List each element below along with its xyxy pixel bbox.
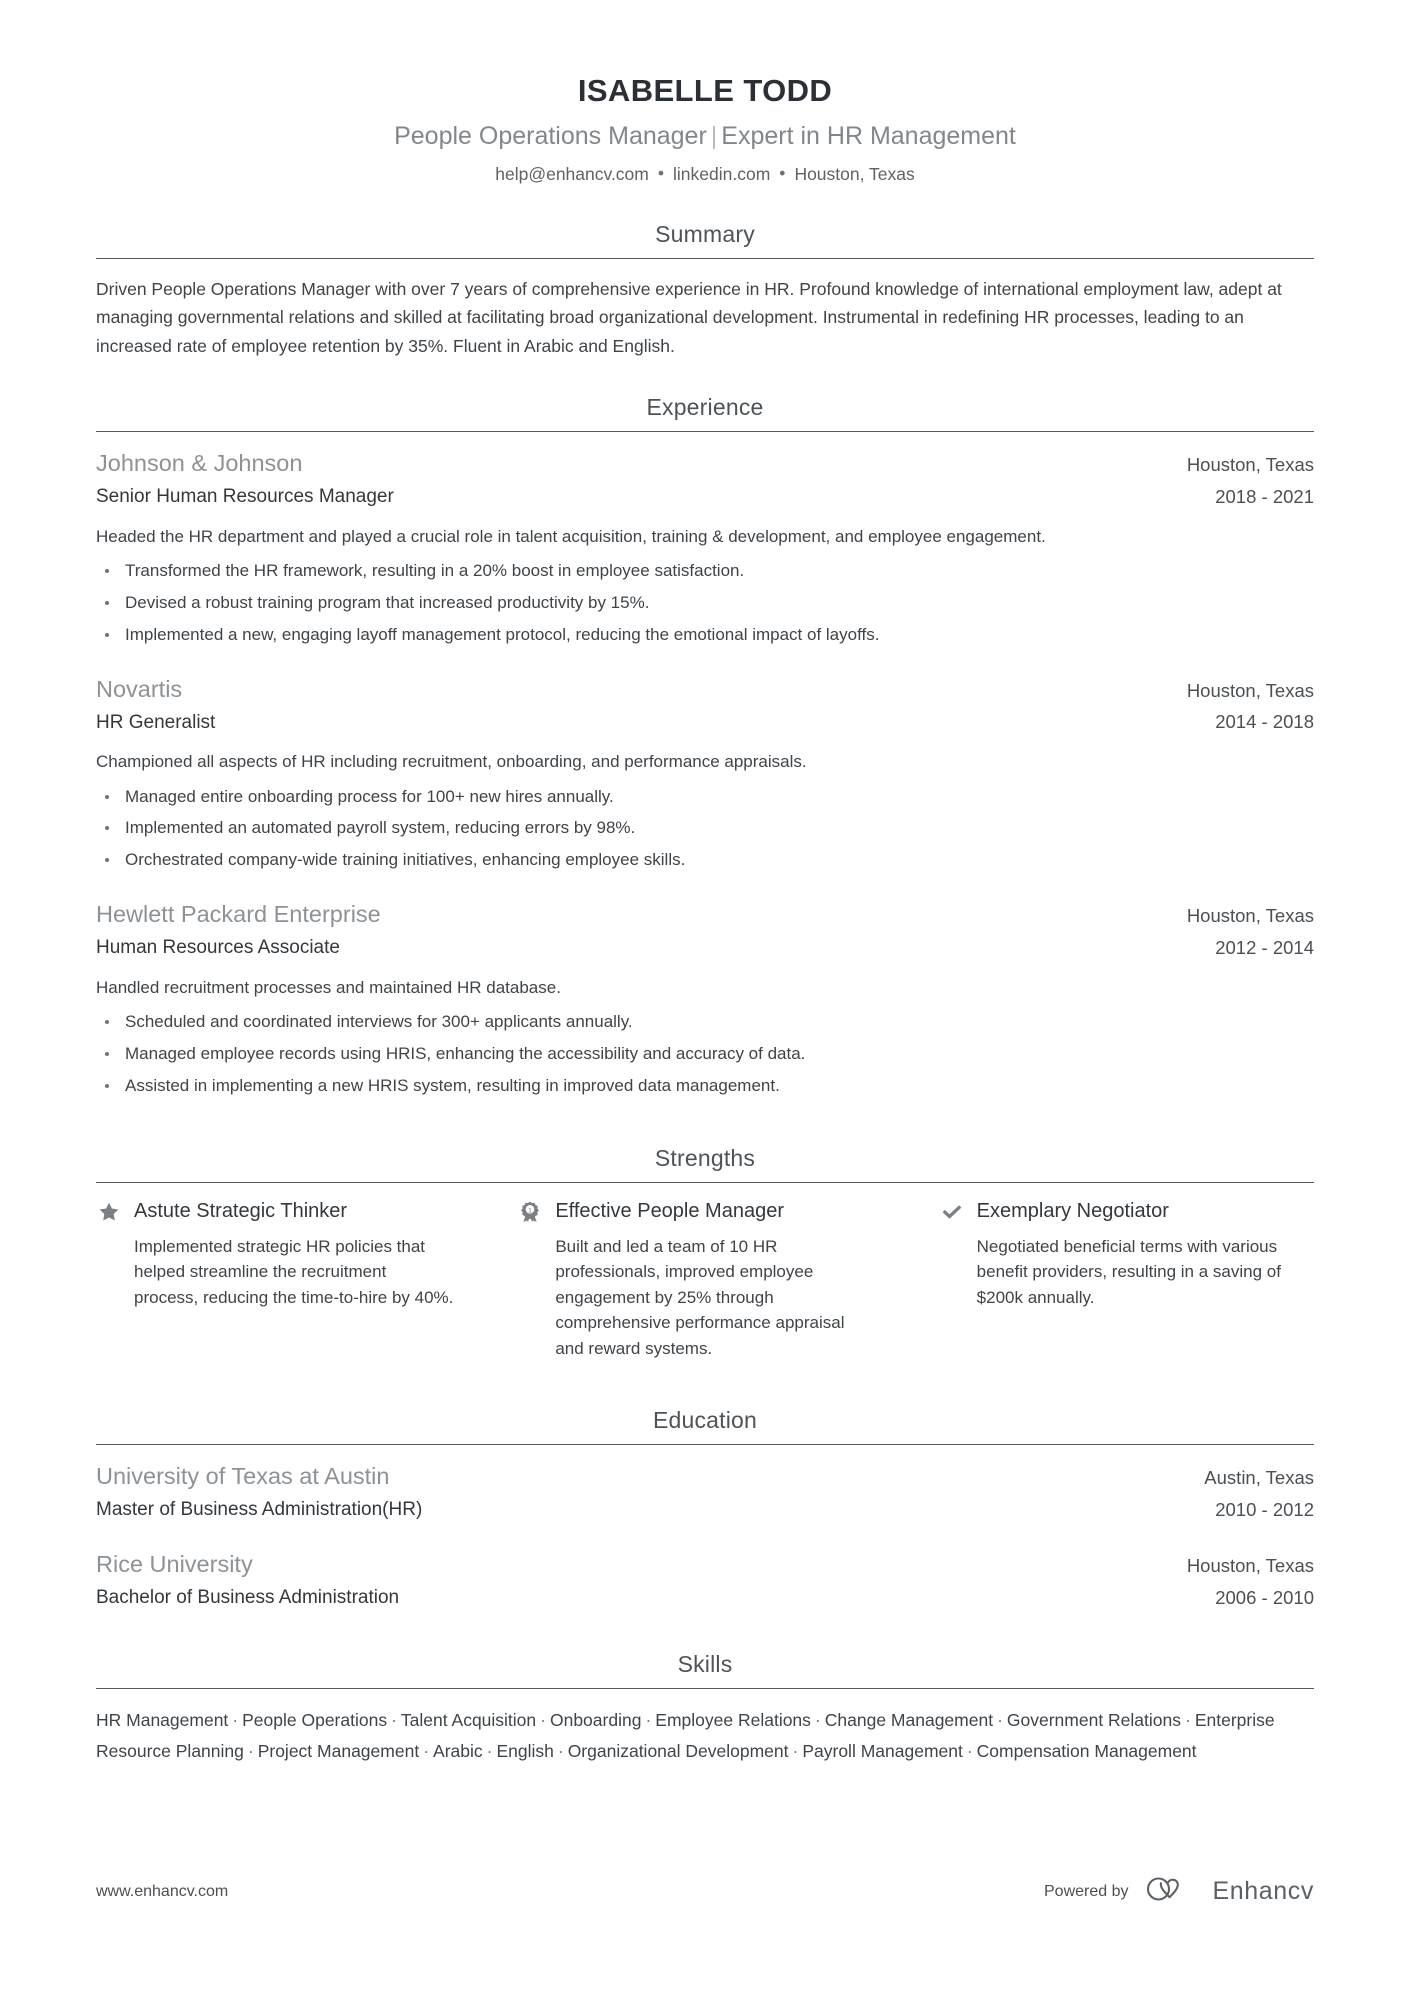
skill-item: People Operations	[242, 1709, 388, 1730]
skill-item: Employee Relations	[655, 1709, 811, 1730]
contact-separator-icon: •	[779, 163, 786, 184]
company-name: Johnson & Johnson	[96, 449, 303, 476]
footer-website-url[interactable]: www.enhancv.com	[96, 1882, 229, 1900]
section-title-strengths: Strengths	[654, 1144, 756, 1171]
svg-text:1: 1	[528, 1206, 533, 1214]
enhancv-wordmark: Enhancv	[1212, 1877, 1314, 1905]
entry-bullet-list	[96, 1009, 1314, 1098]
job-title: Human Resources Associate	[96, 937, 340, 959]
entry-primary	[96, 1549, 1163, 1611]
entry-bullet: Devised a robust training program that increased productivity by 15%.	[96, 590, 1314, 616]
job-title: Senior Human Resources Manager	[96, 485, 394, 507]
entry-primary	[96, 899, 1163, 961]
skill-separator-icon: ·	[814, 1709, 821, 1730]
page-footer	[96, 1874, 1314, 1909]
entry-location: Austin, Texas	[1204, 1467, 1314, 1489]
education-entry	[96, 1461, 1314, 1523]
strength-description: Built and led a team of 10 HR professionals, improved employee engagement by 25% through comprehensive performance appraisal and reward systems.	[555, 1236, 845, 1358]
skill-item: Onboarding	[549, 1709, 642, 1730]
contact-linkedin[interactable]: linkedin.com	[673, 164, 771, 185]
headline-left: People Operations Manager	[394, 121, 707, 150]
section-title-education: Education	[652, 1407, 758, 1434]
page-title: ISABELLE TODD	[577, 73, 833, 108]
entry-bullet: Transformed the HR framework, resulting in a 20% boost in employee satisfaction.	[96, 558, 1314, 584]
skill-item: Enterprise Resource Planning	[96, 1709, 1275, 1761]
skill-item: Compensation Management	[976, 1740, 1197, 1761]
strength-description: Implemented strategic HR policies that helped streamline the recruitment process, reducing the time-to-hire by 40%.	[134, 1236, 454, 1307]
entry-bullet: Managed employee records using HRIS, enhancing the accessibility and accuracy of data.	[96, 1041, 1314, 1067]
company-name: Novartis	[96, 675, 183, 702]
skill-item: Change Management	[824, 1709, 994, 1730]
powered-by-label: Powered by	[1044, 1882, 1129, 1900]
entry-meta	[1180, 1466, 1314, 1522]
skill-item: Arabic	[433, 1740, 483, 1761]
entry-meta	[1163, 679, 1314, 735]
enhancv-logo[interactable]	[1145, 1874, 1315, 1909]
resume-header	[96, 0, 1314, 187]
checkmark-icon	[939, 1199, 965, 1225]
degree-title: Master of Business Administration(HR)	[96, 1499, 423, 1521]
education-entry	[96, 1549, 1314, 1611]
strength-item	[939, 1199, 1314, 1362]
skill-item: Government Relations	[1006, 1709, 1182, 1730]
entry-dates: 2006 - 2010	[1215, 1586, 1314, 1608]
entry-bullet: Scheduled and coordinated interviews for 300+ applicants annually.	[96, 1009, 1314, 1035]
section-title-summary: Summary	[655, 220, 755, 247]
experience-entry	[96, 899, 1314, 1099]
job-title: HR Generalist	[96, 711, 216, 733]
entry-bullet: Implemented an automated payroll system, reducing errors by 98%.	[96, 815, 1314, 841]
entry-description: Championed all aspects of HR including recruitment, onboarding, and performance appraisals.	[96, 752, 807, 772]
skill-separator-icon: ·	[232, 1709, 239, 1730]
entry-primary	[96, 1461, 1180, 1523]
entry-bullet-list	[96, 558, 1314, 647]
entry-meta	[1163, 904, 1314, 960]
strength-description: Negotiated beneficial terms with various benefit providers, resulting in a saving of $200k annually.	[976, 1236, 1281, 1307]
entry-location: Houston, Texas	[1186, 679, 1314, 701]
strength-header	[517, 1199, 892, 1225]
entry-meta	[1163, 1554, 1314, 1610]
experience-entry	[96, 674, 1314, 874]
strength-item	[96, 1199, 517, 1362]
section-experience	[96, 394, 1314, 1099]
section-title-experience: Experience	[646, 393, 764, 420]
entry-header	[96, 1549, 1314, 1611]
skill-separator-icon: ·	[423, 1740, 430, 1761]
skill-separator-icon: ·	[486, 1740, 493, 1761]
company-name: Hewlett Packard Enterprise	[96, 901, 381, 928]
award-medal-icon	[517, 1199, 543, 1225]
entry-location: Houston, Texas	[1186, 453, 1314, 475]
skill-item: Project Management	[257, 1740, 420, 1761]
skill-separator-icon: ·	[540, 1709, 546, 1730]
entry-bullet: Managed entire onboarding process for 100+ new hires annually.	[96, 784, 1314, 810]
entry-bullet: Implemented a new, engaging layoff management protocol, reducing the emotional impact of layoffs.	[96, 622, 1314, 648]
skill-item: Organizational Development	[567, 1740, 789, 1761]
skill-item: Payroll Management	[802, 1740, 963, 1761]
section-strengths	[96, 1145, 1314, 1362]
entry-header	[96, 1461, 1314, 1523]
strength-name: Effective People Manager	[555, 1200, 784, 1223]
star-icon	[96, 1199, 122, 1225]
skill-separator-icon: ·	[792, 1740, 799, 1761]
strengths-list	[96, 1199, 1314, 1362]
skill-item: Talent Acquisition	[400, 1709, 537, 1730]
contact-info	[96, 163, 1314, 187]
skill-item: HR Management	[96, 1709, 229, 1730]
professional-headline	[96, 120, 1314, 153]
skill-separator-icon: ·	[966, 1740, 973, 1761]
entry-header	[96, 448, 1314, 510]
skill-separator-icon: ·	[645, 1709, 652, 1730]
contact-email[interactable]: help@enhancv.com	[495, 164, 649, 185]
section-summary	[96, 221, 1314, 360]
strength-name: Exemplary Negotiator	[976, 1200, 1169, 1223]
entry-header	[96, 899, 1314, 961]
entry-dates: 2018 - 2021	[1215, 485, 1314, 507]
skill-separator-icon: ·	[247, 1740, 254, 1761]
entry-dates: 2014 - 2018	[1215, 711, 1314, 733]
entry-dates: 2010 - 2012	[1215, 1498, 1314, 1520]
summary-text: Driven People Operations Manager with over 7 years of comprehensive experience in HR. Profound knowledge of international employment law, adept at managing governmental relations and skilled at facilitating broad organizational development. Instrumental in redefining HR processes, leading to an increased rate of employee retention by 35%. Fluent in Arabic and English.	[96, 278, 1282, 356]
entry-description: Handled recruitment processes and maintained HR database.	[96, 977, 561, 997]
contact-location: Houston, Texas	[794, 164, 915, 185]
skills-text	[96, 1705, 1314, 1767]
school-name: Rice University	[96, 1550, 253, 1577]
headline-right: Expert in HR Management	[721, 121, 1016, 150]
section-skills	[96, 1651, 1314, 1767]
entry-meta	[1163, 453, 1314, 509]
entry-location: Houston, Texas	[1186, 905, 1314, 927]
section-title-skills: Skills	[677, 1650, 733, 1677]
skill-separator-icon: ·	[391, 1709, 397, 1730]
entry-bullet: Orchestrated company-wide training initiatives, enhancing employee skills.	[96, 847, 1314, 873]
entry-bullet: Assisted in implementing a new HRIS system, resulting in improved data management.	[96, 1073, 1314, 1099]
skill-separator-icon: ·	[557, 1740, 564, 1761]
experience-entry	[96, 448, 1314, 648]
entry-location: Houston, Texas	[1186, 1554, 1314, 1576]
section-education	[96, 1407, 1314, 1611]
headline-divider: |	[710, 121, 718, 150]
entry-primary	[96, 674, 1163, 736]
entry-bullet-list	[96, 784, 1314, 873]
contact-separator-icon: •	[657, 163, 665, 184]
entry-dates: 2012 - 2014	[1215, 936, 1314, 958]
skill-separator-icon: ·	[997, 1709, 1003, 1730]
strength-header	[96, 1199, 471, 1225]
strength-name: Astute Strategic Thinker	[134, 1200, 348, 1223]
strength-item	[517, 1199, 938, 1362]
entry-description: Headed the HR department and played a crucial role in talent acquisition, training & development, and employee engagement.	[96, 526, 1046, 546]
school-name: University of Texas at Austin	[96, 1463, 390, 1490]
skill-separator-icon: ·	[1185, 1709, 1191, 1730]
degree-title: Bachelor of Business Administration	[96, 1587, 400, 1609]
strength-header	[939, 1199, 1314, 1225]
enhancv-mark-icon	[1145, 1874, 1203, 1909]
entry-primary	[96, 448, 1163, 510]
education-list	[96, 1445, 1314, 1611]
skill-item: English	[496, 1740, 554, 1761]
experience-list	[96, 432, 1314, 1099]
entry-header	[96, 674, 1314, 736]
